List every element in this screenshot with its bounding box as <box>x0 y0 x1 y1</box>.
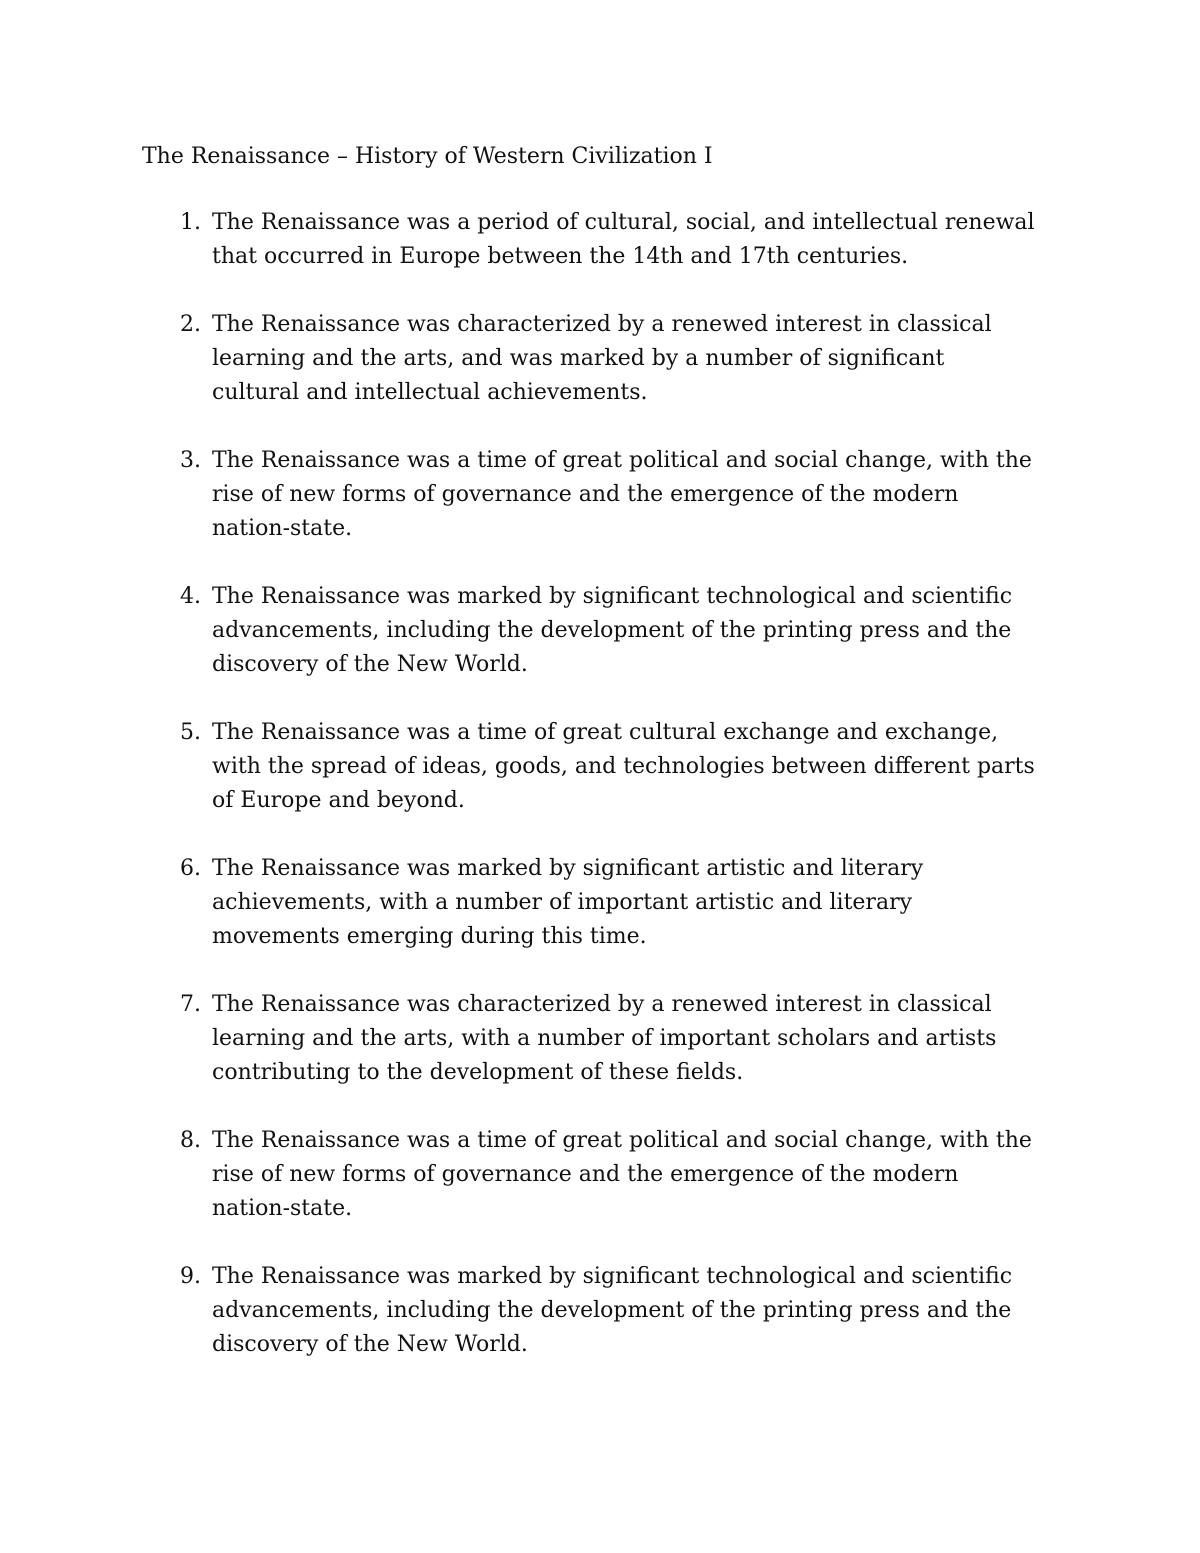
list-item <box>142 444 1072 546</box>
list-item-text <box>212 308 1072 410</box>
list-item <box>142 580 1072 682</box>
list-item-text <box>212 1124 1072 1226</box>
list-item-number-label: 9. <box>180 1264 201 1289</box>
list-item-line: rise of new forms of governance and the emergence of the modern <box>212 482 959 507</box>
list-item-line: contributing to the development of these fields. <box>212 1060 744 1085</box>
list-item-line: learning and the arts, with a number of important scholars and artists <box>212 1026 997 1051</box>
list-item <box>142 308 1072 410</box>
list-item-number <box>142 852 212 886</box>
list-item-number <box>142 988 212 1022</box>
list-item-line: of Europe and beyond. <box>212 788 465 813</box>
list-item-number-label: 8. <box>180 1128 201 1153</box>
list-item-line: movements emerging during this time. <box>212 924 647 949</box>
document-title: The Renaissance – History of Western Civilization I <box>142 144 713 169</box>
list-item <box>142 852 1072 954</box>
list-item-number <box>142 1260 212 1294</box>
list-item-line: advancements, including the development of the printing press and the <box>212 1298 1012 1323</box>
list-item-number <box>142 444 212 478</box>
list-item-line: The Renaissance was characterized by a renewed interest in classical <box>212 312 992 337</box>
list-item-line: discovery of the New World. <box>212 652 528 677</box>
list-item-line: nation-state. <box>212 1196 353 1221</box>
list-item-number <box>142 206 212 240</box>
list-item-line: The Renaissance was marked by significant artistic and literary <box>212 856 924 881</box>
list-item-line: The Renaissance was marked by significant technological and scientific <box>212 1264 1013 1289</box>
list-item <box>142 716 1072 818</box>
list-item <box>142 206 1072 274</box>
list-item-line: The Renaissance was a time of great cultural exchange and exchange, <box>212 720 999 745</box>
list-item-text <box>212 580 1072 682</box>
list-item-number-label: 3. <box>180 448 201 473</box>
list-item-line: The Renaissance was characterized by a renewed interest in classical <box>212 992 992 1017</box>
list-item-line: discovery of the New World. <box>212 1332 528 1357</box>
list-item-text <box>212 444 1072 546</box>
list-item-number-label: 5. <box>180 720 201 745</box>
list-item-line: advancements, including the development of the printing press and the <box>212 618 1012 643</box>
list-item-line: The Renaissance was a period of cultural, social, and intellectual renewal <box>212 210 1035 235</box>
list-item <box>142 988 1072 1090</box>
list-item-number <box>142 580 212 614</box>
list-item-number <box>142 308 212 342</box>
list-item-text <box>212 852 1072 954</box>
list-item-number-label: 2. <box>180 312 201 337</box>
list-item-line: nation-state. <box>212 516 353 541</box>
numbered-list <box>142 206 1072 1396</box>
list-item <box>142 1260 1072 1362</box>
list-item-line: achievements, with a number of important artistic and literary <box>212 890 913 915</box>
list-item-number-label: 4. <box>180 584 201 609</box>
list-item-number-label: 6. <box>180 856 201 881</box>
list-item <box>142 1124 1072 1226</box>
list-item-line: learning and the arts, and was marked by a number of significant <box>212 346 945 371</box>
list-item-line: with the spread of ideas, goods, and technologies between different parts <box>212 754 1035 779</box>
list-item-number-label: 1. <box>180 210 201 235</box>
list-item-number-label: 7. <box>180 992 201 1017</box>
list-item-line: that occurred in Europe between the 14th and 17th centuries. <box>212 244 909 269</box>
list-item-text <box>212 206 1072 274</box>
list-item-line: The Renaissance was marked by significant technological and scientific <box>212 584 1013 609</box>
list-item-number <box>142 716 212 750</box>
list-item-line: cultural and intellectual achievements. <box>212 380 648 405</box>
list-item-line: The Renaissance was a time of great political and social change, with the <box>212 448 1032 473</box>
list-item-number <box>142 1124 212 1158</box>
list-item-text <box>212 988 1072 1090</box>
list-item-text <box>212 1260 1072 1362</box>
list-item-line: The Renaissance was a time of great political and social change, with the <box>212 1128 1032 1153</box>
list-item-line: rise of new forms of governance and the emergence of the modern <box>212 1162 959 1187</box>
list-item-text <box>212 716 1072 818</box>
